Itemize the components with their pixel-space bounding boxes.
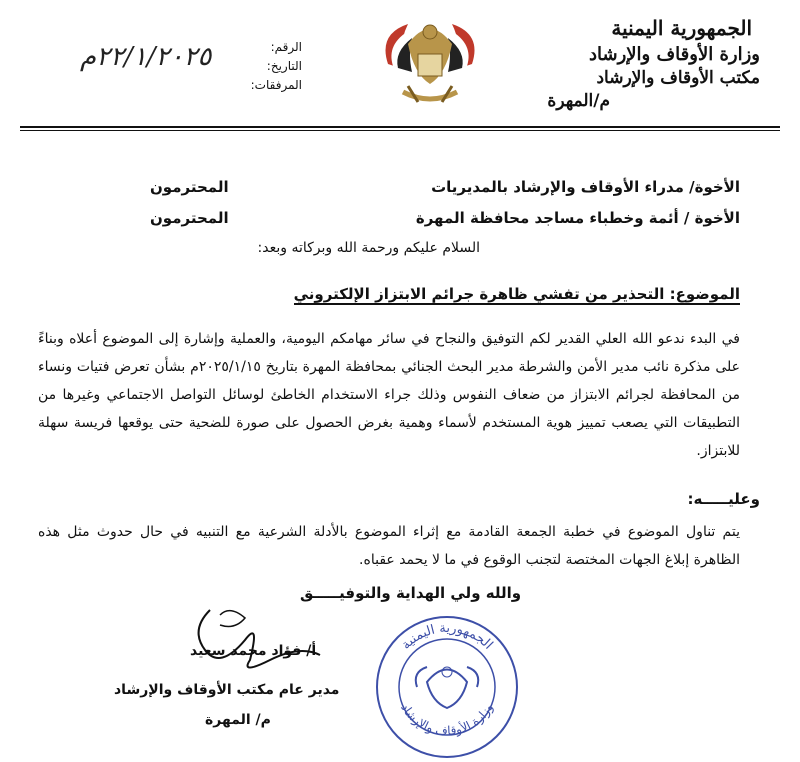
subject-line bbox=[294, 285, 740, 303]
svg-text:وزارة الأوقاف والإرشاد bbox=[398, 701, 496, 738]
attachments-label: المرفقات: bbox=[250, 78, 302, 92]
ref-label: الرقم: bbox=[270, 40, 302, 54]
stamp-top-text: الجمهورية اليمنية bbox=[398, 620, 496, 653]
letterhead-right bbox=[530, 18, 760, 110]
therefore-heading: وعليـــــه: bbox=[687, 490, 760, 508]
respect-imams: المحترمون bbox=[150, 209, 229, 227]
republic-name: الجمهورية اليمنية bbox=[611, 16, 752, 40]
signer-location: م/ المهرة bbox=[205, 712, 271, 728]
respect-directors: المحترمون bbox=[150, 178, 229, 196]
governorate-name: م/المهرة bbox=[547, 91, 610, 111]
ministry-name: وزارة الأوقاف والإرشاد bbox=[589, 44, 760, 65]
yemen-eagle-emblem-icon bbox=[368, 14, 492, 108]
reference-fields bbox=[232, 38, 302, 95]
header-divider-thin bbox=[20, 130, 780, 131]
addressee-imams: الأخوة / أئمة وخطباء مساجد محافظة المهرة bbox=[415, 209, 740, 227]
handwritten-signature-icon bbox=[150, 600, 390, 680]
subject-text: : التحذير من تفشي ظاهرة جرائم الابتزاز الإلكتروني bbox=[293, 285, 676, 303]
body-paragraph-2: يتم تناول الموضوع في خطبة الجمعة القادمة مع إثراء الموضوع بالأدلة الشرعية مع التنبيه في حال حدوث مثل هذه الظاهرة إبلاغ الجهات المختصة لتجنب الوقوع في ما لا يحمد عقباه. bbox=[38, 524, 740, 568]
closing-line: والله ولي الهداية والتوفيـــــق bbox=[300, 584, 522, 602]
handwritten-date: ٢٢/١/٢٠٢٥م bbox=[80, 42, 212, 72]
office-name: مكتب الأوقاف والإرشاد bbox=[596, 68, 760, 88]
signer-name: أ/ فؤاد محمد سعيد bbox=[190, 643, 317, 659]
official-stamp-icon bbox=[372, 612, 522, 762]
body-paragraph-1: في البدء ندعو الله العلي القدير لكم التوفيق والنجاح في سائر مهامكم اليومية، والعملية وإشارة إلى الموضوع أعلاه وبناءً على مذكرة نائب مدير الأمن والشرطة مدير البحث الجنائي بمحافظة المهرة بتاريخ ٢٠٢٥/١/١٥م بشأن تعرض فتيات ونساء من المحافظة لجرائم الابتزاز من ضعاف النفوس وذلك جراء الاستخدام الخاطئ لوسائل التواصل الاجتماعي وغيرها من التطبيقات التي يصعب تمييز هوية المستخدم لأسماء وهمية بغرض الحصول على صورة للضحية حتى يوقعها فريسة سهلة للابتزاز. bbox=[38, 331, 740, 459]
date-label: التاريخ: bbox=[266, 59, 302, 73]
stamp-bottom-text: وزارة الأوقاف والإرشاد bbox=[398, 701, 496, 739]
signer-title: مدير عام مكتب الأوقاف والإرشاد bbox=[114, 682, 340, 698]
greeting: السلام عليكم ورحمة الله وبركاته وبعد: bbox=[257, 240, 480, 256]
subject-label: الموضوع bbox=[675, 285, 740, 303]
header-divider bbox=[20, 126, 780, 128]
addressee-directors: الأخوة/ مدراء الأوقاف والإرشاد بالمديريات bbox=[431, 178, 740, 196]
